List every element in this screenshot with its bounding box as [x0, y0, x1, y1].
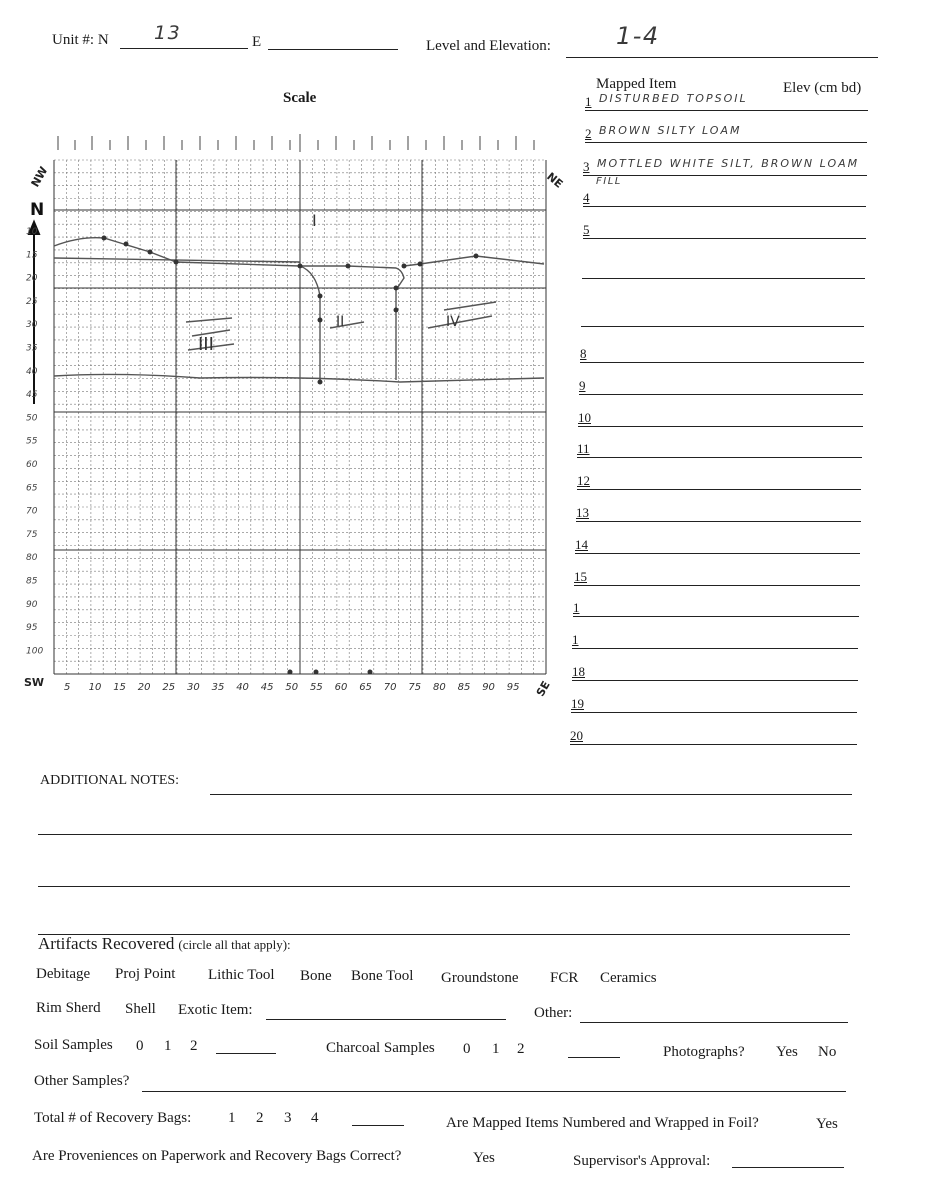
- level-value[interactable]: 1-4: [616, 22, 660, 50]
- bottom-label: 55: [310, 682, 323, 693]
- mapped-item-line: [583, 206, 866, 207]
- depth-label: 70: [26, 506, 38, 517]
- mapped-item-line: [574, 585, 860, 586]
- mapped-item-line: [582, 278, 865, 279]
- corner-sw: SW: [24, 676, 45, 689]
- artifact-lithic-tool[interactable]: Lithic Tool: [208, 967, 275, 983]
- corner-nw: NW: [28, 164, 51, 190]
- stratum-label-2: II: [336, 314, 345, 330]
- depth-label: 20: [26, 273, 38, 284]
- bag-count-3[interactable]: 3: [284, 1110, 292, 1126]
- other-label: Other:: [534, 1005, 573, 1021]
- e-label: E: [252, 34, 262, 50]
- bottom-axis-labels: [64, 682, 520, 693]
- mapped-item-number: 13: [576, 505, 589, 520]
- mapped-wrapped-yes[interactable]: Yes: [816, 1116, 838, 1132]
- bottom-label: 15: [113, 682, 126, 693]
- artifacts-subtitle: (circle all that apply):: [178, 937, 291, 952]
- exotic-item-label: Exotic Item:: [178, 1002, 253, 1018]
- depth-label: 45: [26, 390, 38, 401]
- charcoal-samples-label: Charcoal Samples: [326, 1040, 435, 1056]
- total-bags-line[interactable]: [352, 1125, 404, 1126]
- artifacts-title-text: Artifacts Recovered: [38, 934, 175, 953]
- artifact-shell[interactable]: Shell: [125, 1001, 156, 1017]
- mapped-item-line: [578, 426, 863, 427]
- mapped-item-number: 10: [578, 410, 591, 425]
- bottom-label: 5: [64, 682, 71, 693]
- bottom-label: 50: [285, 682, 299, 693]
- mapped-item-text[interactable]: DISTURBED TOPSOIL: [599, 92, 748, 105]
- artifact-bone-tool[interactable]: Bone Tool: [351, 968, 414, 984]
- north-label: N: [30, 200, 45, 220]
- depth-label: 90: [26, 599, 38, 610]
- depth-label: 40: [26, 366, 38, 377]
- mapped-item-text[interactable]: MOTTLED WHITE SILT, BROWN LOAM: [597, 157, 860, 170]
- mapped-item-number: 3: [583, 159, 590, 174]
- ruler-ticks: [58, 134, 534, 152]
- mapped-item-number: 2: [585, 126, 592, 141]
- mapped-item-number: 11: [577, 441, 590, 456]
- corner-se: SE: [533, 678, 553, 699]
- artifact-ceramics[interactable]: Ceramics: [600, 970, 657, 986]
- mapped-item-number: 1: [585, 94, 592, 109]
- depth-label: 80: [26, 553, 38, 564]
- notes-line-2[interactable]: [38, 834, 852, 835]
- mapped-wrapped-label: Are Mapped Items Numbered and Wrapped in Foil?: [446, 1115, 759, 1131]
- depth-label: 30: [26, 320, 38, 331]
- artifact-groundstone[interactable]: Groundstone: [441, 970, 519, 986]
- depth-label: 95: [26, 623, 38, 634]
- depth-label: 50: [26, 413, 38, 424]
- charcoal-count-0[interactable]: 0: [463, 1041, 471, 1057]
- mapped-item-text[interactable]: BROWN SILTY LOAM: [599, 124, 742, 137]
- mapped-item-line: [575, 553, 860, 554]
- mapped-item-line: [579, 394, 863, 395]
- bottom-label: 90: [482, 682, 495, 693]
- provenience-yes[interactable]: Yes: [473, 1150, 495, 1166]
- depth-label: 100: [26, 646, 44, 657]
- other-samples-label: Other Samples?: [34, 1073, 130, 1089]
- exotic-item-line[interactable]: [266, 1019, 506, 1020]
- corner-ne: NE: [544, 170, 566, 191]
- charcoal-count-1[interactable]: 1: [492, 1041, 500, 1057]
- mapped-item-line: [585, 142, 867, 143]
- mapped-item-number: 18: [572, 664, 585, 679]
- bottom-label: 10: [88, 682, 102, 693]
- bag-count-2[interactable]: 2: [256, 1110, 264, 1126]
- charcoal-count-2[interactable]: 2: [517, 1041, 525, 1057]
- other-samples-line[interactable]: [142, 1091, 846, 1092]
- mapped-item-line: [572, 680, 858, 681]
- mapped-item-line: [576, 521, 861, 522]
- elev-header: Elev (cm bd): [783, 80, 862, 96]
- bottom-label: 95: [506, 682, 520, 693]
- mapped-item-number: 8: [580, 346, 587, 361]
- provenience-label: Are Proveniences on Paperwork and Recovery Bags Correct?: [32, 1148, 402, 1164]
- bottom-label: 80: [433, 682, 446, 693]
- depth-label: 60: [26, 460, 38, 470]
- unit-label: Unit #: N: [52, 32, 109, 48]
- bag-count-4[interactable]: 4: [311, 1110, 319, 1126]
- bottom-label: 65: [359, 682, 372, 693]
- depth-label: 25: [26, 296, 38, 307]
- mapped-item-number: 12: [577, 473, 590, 488]
- bottom-label: 25: [162, 682, 176, 693]
- bottom-label: 20: [137, 682, 151, 693]
- bottom-label: 85: [457, 682, 471, 693]
- total-bags-label: Total # of Recovery Bags:: [34, 1110, 192, 1126]
- level-line: [566, 57, 878, 58]
- mapped-item-number: 1: [572, 632, 579, 647]
- mapped-item-line: [570, 744, 857, 745]
- bottom-label: 40: [236, 682, 249, 693]
- supervisor-line[interactable]: [732, 1167, 844, 1168]
- bottom-label: 75: [408, 682, 422, 693]
- depth-label: 65: [26, 483, 38, 494]
- charcoal-samples-line[interactable]: [568, 1057, 620, 1058]
- photographs-label: Photographs?: [663, 1044, 745, 1060]
- depth-label: 15: [26, 250, 38, 261]
- bottom-label: 60: [334, 682, 348, 693]
- bottom-label: 35: [211, 682, 225, 693]
- depth-label: 75: [26, 529, 38, 540]
- soil-count-1[interactable]: 1: [164, 1038, 172, 1054]
- artifact-fcr[interactable]: FCR: [550, 970, 579, 986]
- mapped-item-number: 15: [574, 569, 587, 584]
- bottom-label: 30: [187, 682, 200, 693]
- depth-label: 10: [26, 227, 38, 237]
- mapped-item-line: [571, 712, 857, 713]
- depth-label: 35: [26, 343, 38, 354]
- mapped-item-number: 19: [571, 696, 584, 711]
- mapped-item-number: 1: [573, 600, 580, 615]
- notes-label: ADDITIONAL NOTES:: [40, 773, 180, 788]
- mapped-item-number: 20: [570, 728, 583, 743]
- artifact-debitage[interactable]: Debitage: [36, 966, 91, 982]
- mapped-item-line: [572, 648, 858, 649]
- unit-n-value[interactable]: 13: [154, 22, 182, 44]
- photographs-yes[interactable]: Yes: [776, 1044, 798, 1060]
- artifacts-title: [38, 934, 291, 954]
- mapped-item-line: [585, 110, 868, 111]
- bottom-label: 70: [383, 682, 397, 693]
- mapped-item-number: 14: [575, 537, 588, 552]
- supervisor-label: Supervisor's Approval:: [573, 1153, 711, 1169]
- mapped-item-header: Mapped Item: [596, 76, 677, 92]
- scale-title: Scale: [283, 90, 317, 106]
- stratum-label-3: III: [198, 334, 214, 355]
- depth-label: 85: [26, 576, 38, 587]
- soil-samples-line[interactable]: [216, 1053, 276, 1054]
- mapped-item-line: [580, 362, 864, 363]
- artifact-proj-point[interactable]: Proj Point: [115, 966, 176, 982]
- mapped-item-line: [573, 616, 859, 617]
- mapped-item-number: 9: [579, 378, 586, 393]
- depth-label: 55: [26, 436, 38, 447]
- soil-count-2[interactable]: 2: [190, 1038, 198, 1054]
- mapped-item-line: [581, 326, 864, 327]
- artifact-bone[interactable]: Bone: [300, 968, 332, 984]
- mapped-item-line: [577, 457, 862, 458]
- artifact-rim-sherd[interactable]: Rim Sherd: [36, 1000, 101, 1016]
- bottom-label: 45: [260, 682, 274, 693]
- photographs-no[interactable]: No: [818, 1044, 837, 1060]
- mapped-item-line: [577, 489, 861, 490]
- stratum-label-1: I: [312, 211, 317, 230]
- stratum-label-4: IV: [446, 314, 460, 330]
- soil-count-0[interactable]: 0: [136, 1038, 144, 1054]
- row3-extra: FILL: [596, 176, 622, 187]
- notes-line-3[interactable]: [38, 886, 850, 887]
- mapped-item-line: [583, 175, 867, 176]
- notes-line-1[interactable]: [210, 794, 852, 795]
- mapped-item-line: [583, 238, 866, 239]
- mapped-item-number: 5: [583, 222, 590, 237]
- other-line[interactable]: [580, 1022, 848, 1023]
- level-label: Level and Elevation:: [426, 38, 551, 54]
- mapped-item-number: 4: [583, 190, 590, 205]
- scale-grid: [0, 0, 566, 720]
- bag-count-1[interactable]: 1: [228, 1110, 236, 1126]
- soil-samples-label: Soil Samples: [34, 1037, 113, 1053]
